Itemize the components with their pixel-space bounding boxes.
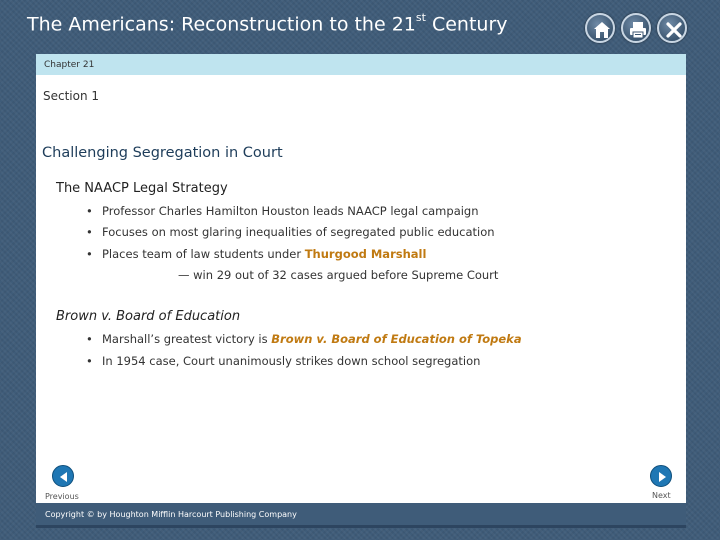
bullet-text: Focuses on most glaring inequalities of segregated public education [102,225,495,239]
bullet-text: Marshall’s greatest victory is [102,332,272,346]
previous-button[interactable] [52,465,74,487]
close-button[interactable] [657,13,687,43]
bullet-dot: • [86,204,93,218]
next-label[interactable]: Next [652,491,671,500]
print-button[interactable] [621,13,651,43]
footer-bar [36,503,686,525]
bullet-item [86,204,479,218]
bullet-item [86,225,495,239]
app-title-suffix: Century [425,13,508,36]
slide-content [36,75,686,503]
sub-line-cases-won: — win 29 out of 32 cases argued before Supreme Court [178,268,499,282]
close-icon [663,19,685,41]
bullet-text: Professor Charles Hamilton Houston leads NAACP legal campaign [102,204,479,218]
app-title-prefix: The Americans: Reconstruction to the 21 [27,13,416,36]
heading-naacp-strategy: The NAACP Legal Strategy [56,181,228,196]
bullet-dot: • [86,332,93,346]
highlight-thurgood-marshall: Thurgood Marshall [304,247,427,261]
arrow-right-icon [655,470,669,484]
copyright-text: Copyright © by Houghton Mifflin Harcourt Publishing Company [45,510,297,519]
slide-title: Challenging Segregation in Court [42,145,283,161]
next-button[interactable] [650,465,672,487]
app-title [27,13,508,35]
home-button[interactable] [585,13,615,43]
bullet-item [86,354,480,368]
footer-divider [36,525,686,528]
bullet-dot: • [86,247,93,261]
previous-label[interactable]: Previous [45,492,79,501]
print-icon [627,19,649,41]
section-label: Section 1 [43,89,100,103]
bullet-text: In 1954 case, Court unanimously strikes down school segregation [102,354,481,368]
arrow-left-icon [57,470,71,484]
bullet-item [86,332,522,346]
app-title-superscript: st [415,11,426,24]
heading-brown-v-board: Brown v. Board of Education [56,309,241,324]
bullet-dot: • [86,354,93,368]
bullet-text: Places team of law students under [102,247,305,261]
bullet-item [86,247,426,261]
highlight-brown-v-board-topeka: Brown v. Board of Education of Topeka [271,332,522,346]
chapter-label: Chapter 21 [44,60,95,70]
bullet-dot: • [86,225,93,239]
home-icon [591,19,613,41]
chapter-bar [36,54,686,75]
